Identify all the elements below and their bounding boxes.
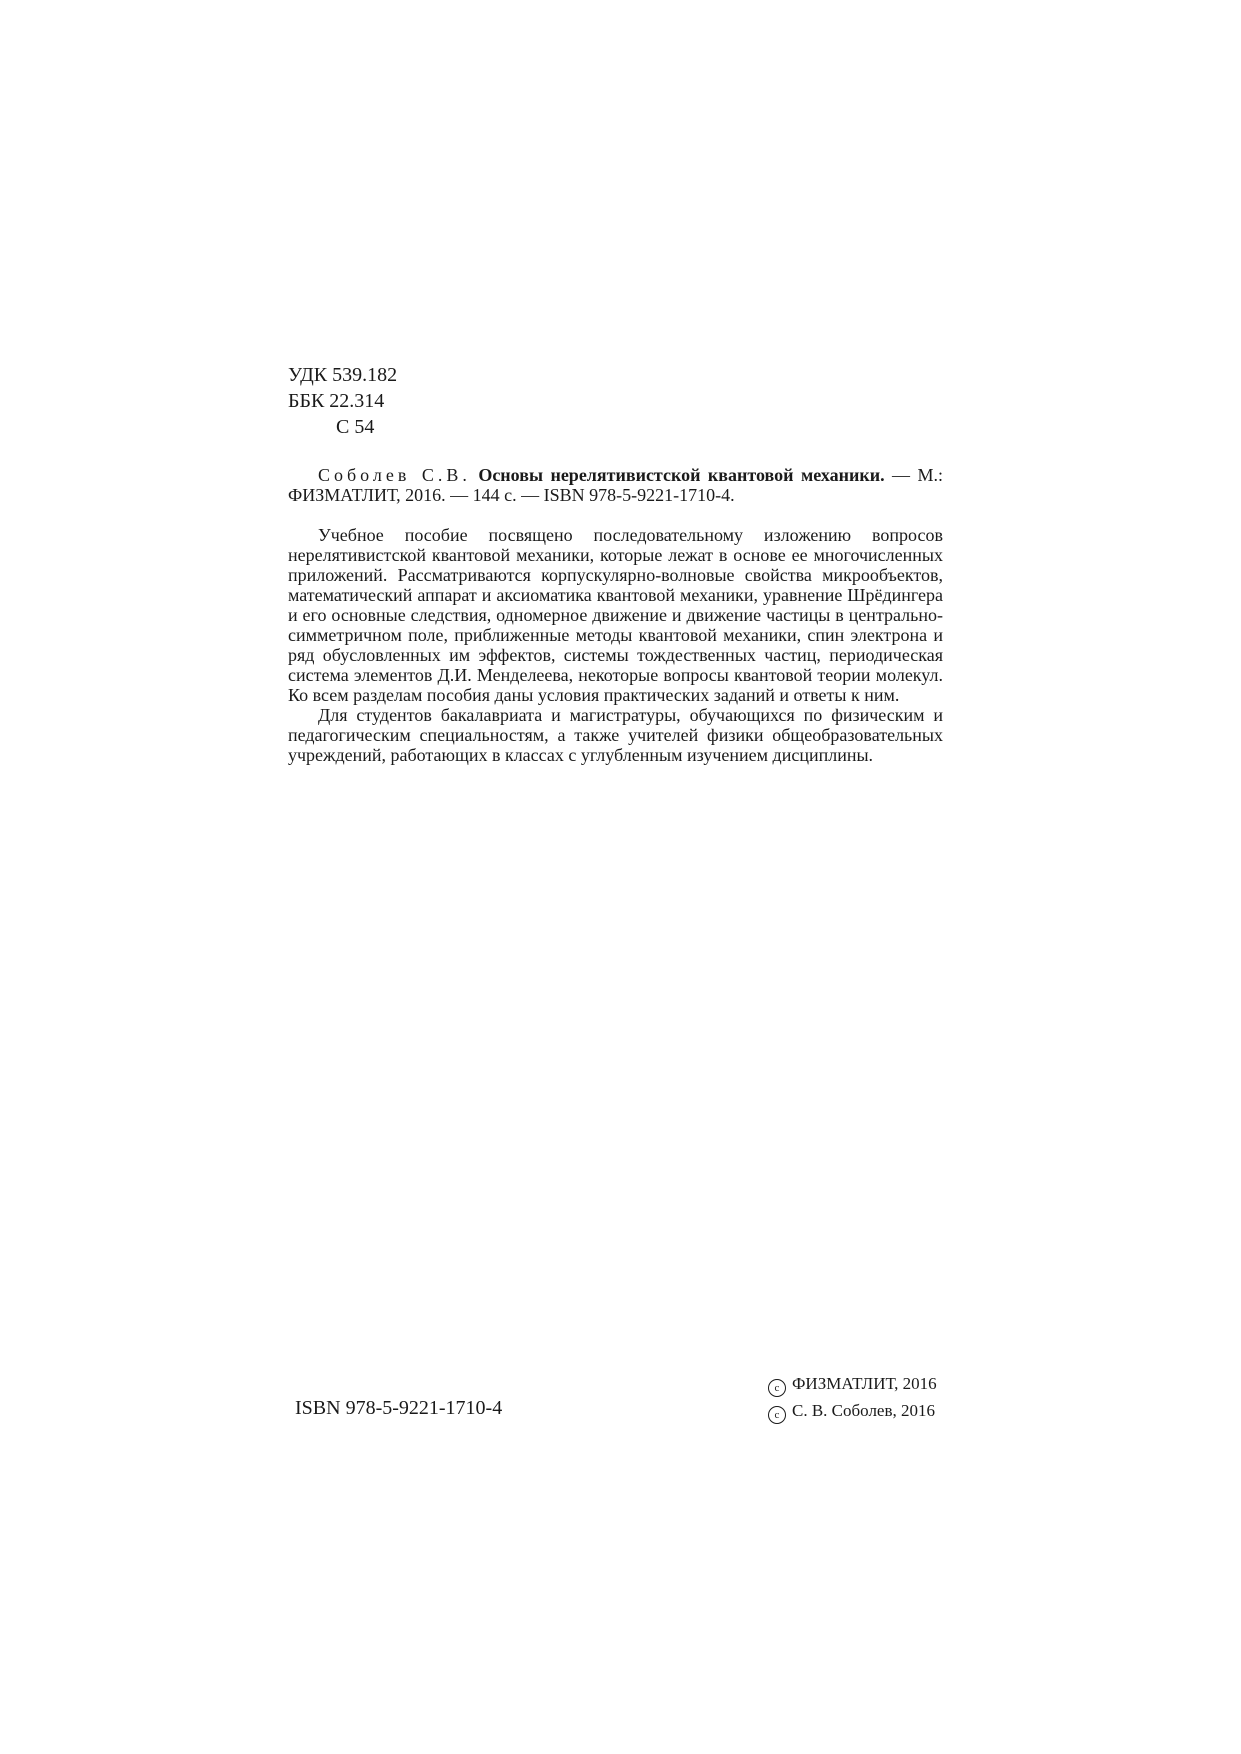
- book-title: Основы нерелятивистской квантовой механики.: [478, 465, 885, 485]
- copyright-block: [768, 1370, 937, 1424]
- imprint: — М.: ФИЗМАТЛИТ, 2016. — 144 с. — ISBN 978-5-9221-1710-4.: [288, 465, 943, 505]
- isbn-number: ISBN 978-5-9221-1710-4: [295, 1397, 503, 1419]
- copyright-icon: c: [768, 1406, 786, 1424]
- author-sign: С 54: [336, 416, 375, 438]
- copyright-icon: c: [768, 1379, 786, 1397]
- copyright-author: [768, 1397, 937, 1424]
- annotation-block: [288, 465, 943, 765]
- copyright-publisher: [768, 1370, 937, 1397]
- abstract-paragraph: Учебное пособие посвящено последовательному изложению вопросов нерелятивистской квантовой механики, которые лежат в основе ее многочисленных приложений. Рассматриваются корпускулярно-волновые свойства микрообъектов, математический аппарат и аксиоматика квантовой механики, уравнение Шрёдингера и его основные следствия, одномерное движение и движение частицы в центрально-симметричном поле, приближенные методы квантовой механики, спин электрона и ряд обусловленных им эффектов, системы тождественных частиц, периодическая система элементов Д.И. Менделеева, некоторые вопросы квантовой теории молекул. Ко всем разделам пособия даны условия практических заданий и ответы к ним.: [288, 525, 943, 705]
- copyright-author-text: С. В. Соболев, 2016: [792, 1401, 935, 1420]
- author-name: Соболев С.В.: [318, 465, 471, 485]
- audience-paragraph: Для студентов бакалавриата и магистратуры, обучающихся по физическим и педагогическим специальностям, а также учителей физики общеобразовательных учреждений, работающих в классах с углубленным изучением дисциплины.: [288, 705, 943, 765]
- classification-block: [288, 362, 397, 440]
- copyright-publisher-text: ФИЗМАТЛИТ, 2016: [792, 1374, 937, 1393]
- bbk-code: ББК 22.314: [288, 390, 385, 412]
- bibliographic-record: [288, 465, 943, 505]
- udk-code: УДК 539.182: [288, 364, 398, 386]
